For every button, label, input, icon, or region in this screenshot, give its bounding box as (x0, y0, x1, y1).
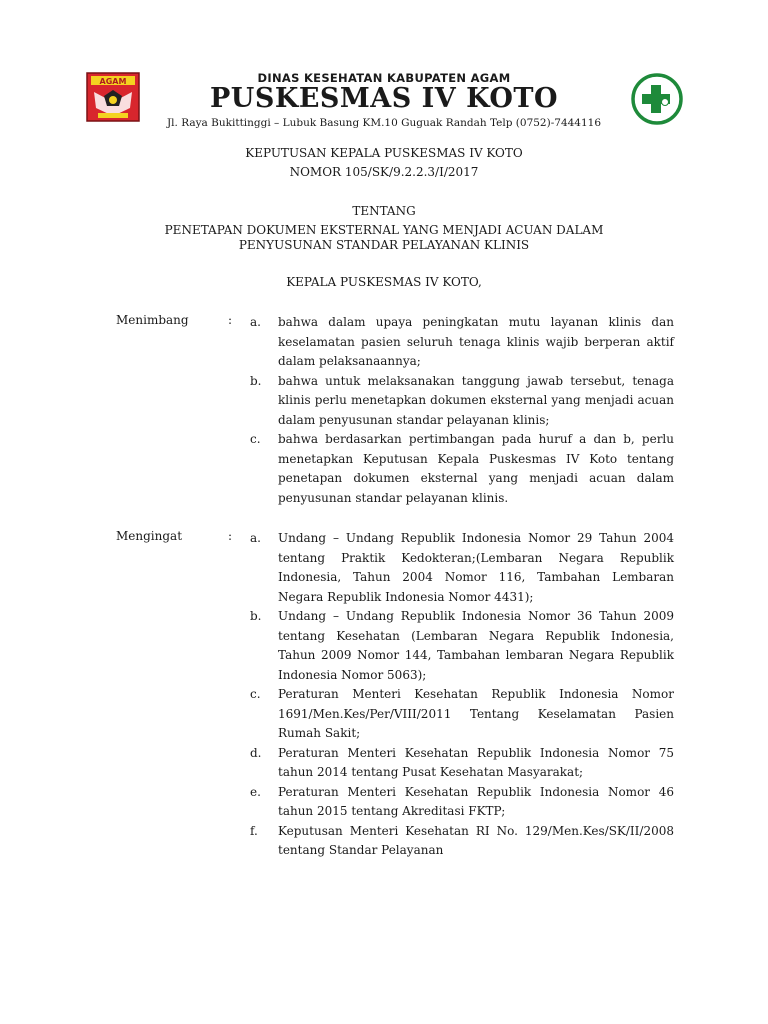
mengingat-list (250, 529, 674, 861)
item-text: Peraturan Menteri Kesehatan Republik Indonesia Nomor 1691/Men.Kes/Per/VIII/2011 Tentang Keselamatan Pasien Rumah Sakit; (278, 687, 674, 740)
item-text: Undang – Undang Republik Indonesia Nomor 29 Tahun 2004 tentang Praktik Kedokteran;(Lembaran Negara Republik Indonesia, Tahun 2004 Nomor 116, Tambahan Lembaran Negara Republik Indonesia Nomor 4431); (278, 531, 674, 604)
section-label: Mengingat (116, 529, 183, 543)
section-label: Menimbang (116, 313, 189, 327)
item-text: bahwa berdasarkan pertimbangan pada huruf a dan b, perlu menetapkan Keputusan Kepala Puskesmas IV Koto tentang penetapan dokumen eksternal yang menjadi acuan dalam penyusunan standar pelayanan klinis. (278, 432, 674, 505)
section-colon: : (228, 529, 233, 543)
item-text: Undang – Undang Republik Indonesia Nomor 36 Tahun 2009 tentang Kesehatan (Lembaran Negara Republik Indonesia, Tahun 2009 Nomor 144, Tambahan lembaran Negara Republik Indonesia Nomor 5063); (278, 609, 674, 682)
list-item (250, 822, 674, 861)
item-marker: d. (250, 745, 262, 760)
list-item (250, 607, 674, 685)
item-text: Keputusan Menteri Kesehatan RI No. 129/Men.Kes/SK/II/2008 tentang Standar Pelayanan (278, 823, 674, 857)
item-marker: c. (250, 432, 261, 446)
list-item (250, 313, 674, 372)
item-text: Peraturan Menteri Kesehatan Republik Indonesia Nomor 46 tahun 2015 tentang Akreditasi FKTP; (278, 784, 674, 818)
item-marker: c. (250, 687, 261, 701)
organization-name: PUSKESMAS IV KOTO (210, 83, 558, 114)
menimbang-list (250, 313, 674, 508)
subject-line-2: PENYUSUNAN STANDAR PELAYANAN KLINIS (238, 238, 530, 252)
list-item (250, 529, 674, 607)
item-text: Peraturan Menteri Kesehatan Republik Indonesia Nomor 75 tahun 2014 tentang Pusat Kesehatan Masyarakat; (278, 745, 674, 779)
list-item (250, 685, 674, 744)
issuer-heading: KEPALA PUSKESMAS IV KOTO, (286, 275, 482, 289)
item-marker: f. (250, 823, 258, 838)
item-marker: a. (250, 315, 261, 329)
item-text: bahwa dalam upaya peningkatan mutu layanan klinis dan keselamatan pasien seluruh tenaga klinis wajib berperan aktif dalam pelaksanaannya; (278, 315, 674, 368)
seal-text: AGAM (99, 77, 127, 86)
decree-number: NOMOR 105/SK/9.2.2.3/I/2017 (289, 165, 479, 179)
item-marker: e. (250, 784, 261, 799)
list-item (250, 783, 674, 822)
agency-name: DINAS KESEHATAN KABUPATEN AGAM (257, 71, 511, 85)
item-text: bahwa untuk melaksanakan tanggung jawab tersebut, tenaga klinis perlu menetapkan dokumen eksternal yang menjadi acuan dalam penyusunan standar pelayanan klinis; (278, 373, 674, 427)
about-heading: TENTANG (352, 204, 416, 218)
list-item (250, 372, 674, 431)
section-colon: : (228, 313, 233, 327)
decree-title: KEPUTUSAN KEPALA PUSKESMAS IV KOTO (245, 146, 523, 160)
list-item (250, 744, 674, 783)
puskesmas-cross-logo-icon (630, 72, 684, 126)
subject-line-1: PENETAPAN DOKUMEN EKSTERNAL YANG MENJADI ACUAN DALAM (164, 223, 604, 237)
item-marker: a. (250, 531, 261, 545)
item-marker: b. (250, 609, 262, 623)
list-item (250, 430, 674, 508)
item-marker: b. (250, 373, 262, 388)
address-line: Jl. Raya Bukittinggi – Lubuk Basung KM.10 Guguak Randah Telp (0752)-7444116 (166, 117, 602, 129)
